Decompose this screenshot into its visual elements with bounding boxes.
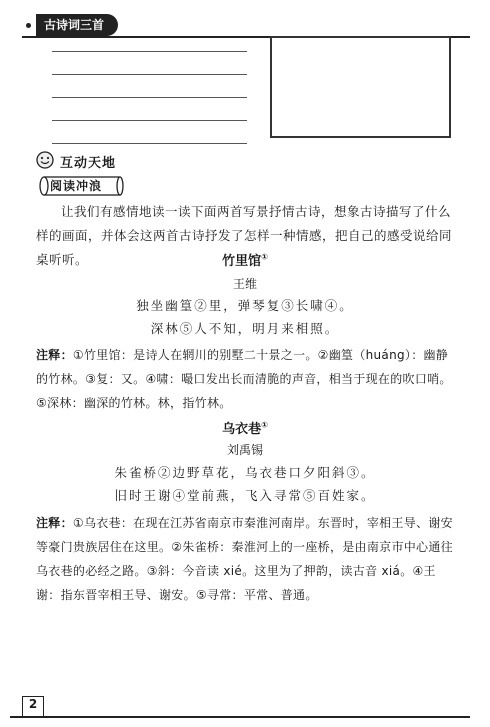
poem-line: 朱雀桥②边野草花，乌衣巷口夕阳斜③。 xyxy=(114,465,376,480)
chapter-header xyxy=(22,14,470,38)
poem-title: 乌衣巷① xyxy=(222,420,268,437)
poem-notes: 注释：①乌衣巷：在现在江苏省南京市秦淮河南岸。东晋时，宰相王导、谢安等豪门贵族居住在这里。②朱雀桥：秦淮河上的一座桥，是由南京市中心通往乌衣巷的必经之路。③斜：今音读 xié。这里为了押韵，读古音 xiá。④王谢：指东晋宰相王导、谢安。⑤寻常：平常、普通。 xyxy=(36,516,453,602)
poem-line: 深林⑤人不知，明月来相照。 xyxy=(150,321,340,336)
writing-line xyxy=(52,51,247,52)
poem-line: 旧时王谢④堂前燕，飞入寻常⑤百姓家。 xyxy=(114,488,376,503)
intro-paragraph: 让我们有感情地读一读下面两首写景抒情古诗，想象古诗描写了什么样的画面，并体会这两首古诗抒发了怎样一种情感，把自己的感受说给同桌听听。 xyxy=(36,204,453,267)
poem-line: 独坐幽篁②里，弹琴复③长啸④。 xyxy=(136,298,354,313)
poem-author: 王维 xyxy=(232,277,257,291)
section-subtitle: 阅读冲浪 xyxy=(50,179,103,193)
drawing-box xyxy=(270,36,451,138)
chapter-tab: 古诗词三首 xyxy=(36,14,118,36)
writing-line xyxy=(52,97,247,98)
writing-line xyxy=(52,143,247,144)
page-number: 2 xyxy=(28,697,38,711)
smiley-icon xyxy=(36,151,54,169)
poem-notes: 注释：①竹里馆：是诗人在辋川的别墅二十景之一。②幽篁（huáng）：幽静的竹林。③复：又。④啸：嘬口发出长而清脆的声音，相当于现在的吹口哨。⑤深林：幽深的竹林。林，指竹林。 xyxy=(36,348,452,410)
poem-title: 竹里馆① xyxy=(222,252,268,269)
writing-line xyxy=(52,74,247,75)
header-bullet xyxy=(26,23,31,28)
poem-author: 刘禹锡 xyxy=(226,443,263,457)
writing-line xyxy=(52,120,247,121)
footer-rule xyxy=(10,716,470,718)
section-title: 互动天地 xyxy=(60,156,117,171)
